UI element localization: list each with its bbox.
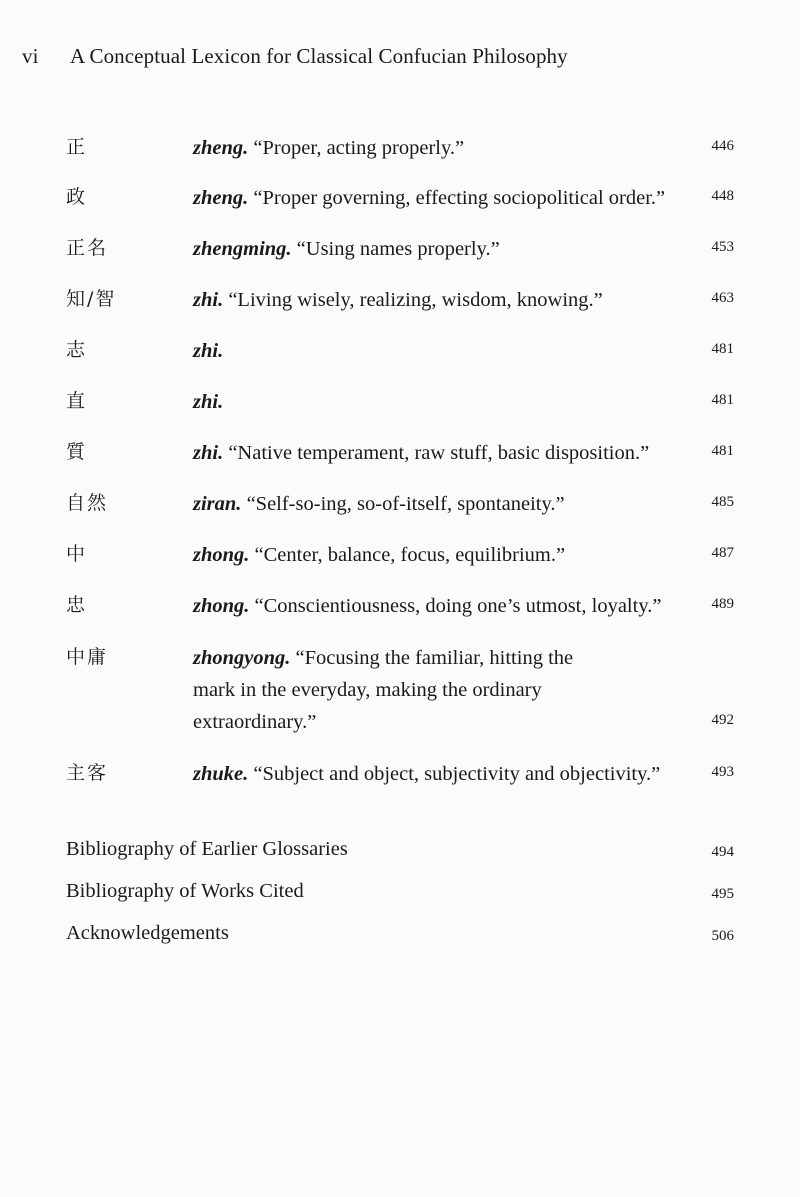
- entry-term: zheng.: [193, 137, 249, 159]
- entry-gloss: “Proper governing, effecting sociopolitical order.”: [248, 187, 666, 209]
- entry-term: zhi.: [193, 391, 224, 413]
- book-title: A Conceptual Lexicon for Classical Confucian Philosophy: [70, 44, 568, 68]
- entry-text: [193, 488, 698, 520]
- entry-page-number: 487: [711, 545, 734, 561]
- entry-term: zhongyong.: [193, 647, 291, 669]
- entry-term: zheng.: [193, 187, 249, 209]
- backmatter-page-number: 494: [711, 844, 734, 860]
- entry-term: ziran.: [193, 493, 242, 515]
- entry-page-number: 493: [711, 764, 734, 780]
- entry-page-number: 481: [711, 341, 734, 357]
- entry-gloss: “Subject and object, subjectivity and objectivity.”: [248, 763, 661, 785]
- entry-text: [193, 284, 698, 316]
- entry-gloss: “Self-so-ing, so-of-itself, spontaneity.”: [241, 493, 565, 515]
- entry-term: zhi.: [193, 289, 224, 311]
- entry-term: zhi.: [193, 340, 224, 362]
- entry-text: [193, 642, 593, 738]
- entry-term: zhong.: [193, 595, 250, 617]
- entry-term: zhuke.: [193, 763, 249, 785]
- entry-gloss: “Living wisely, realizing, wisdom, knowing.”: [223, 289, 603, 311]
- entry-text: [193, 590, 698, 622]
- chinese-characters: 志: [66, 339, 88, 361]
- entry-text: [193, 233, 698, 265]
- entry-page-number: 463: [711, 290, 734, 306]
- entry-text: [193, 182, 698, 214]
- chinese-characters: 忠: [66, 594, 88, 616]
- entry-gloss: “Conscientiousness, doing one’s utmost, loyalty.”: [249, 595, 662, 617]
- running-head: [22, 44, 568, 69]
- backmatter-label: Acknowledgements: [66, 922, 229, 944]
- chinese-characters: 政: [66, 186, 88, 208]
- entry-page-number: 492: [711, 712, 734, 728]
- entry-gloss: “Native temperament, raw stuff, basic disposition.”: [223, 442, 650, 464]
- entry-term: zhengming.: [193, 238, 292, 260]
- entry-page-number: 485: [711, 494, 734, 510]
- entry-text: [193, 539, 698, 571]
- page-folio: vi: [22, 44, 39, 68]
- chinese-characters: 正: [66, 136, 88, 158]
- entry-term: zhi.: [193, 442, 224, 464]
- chinese-characters: 自然: [66, 492, 109, 514]
- entry-text: [193, 758, 698, 790]
- chinese-characters: 主客: [66, 762, 109, 784]
- entry-text: [193, 335, 698, 367]
- backmatter-label: Bibliography of Works Cited: [66, 880, 304, 902]
- entry-page-number: 453: [711, 239, 734, 255]
- backmatter-label: Bibliography of Earlier Glossaries: [66, 838, 348, 860]
- entry-text: [193, 437, 698, 469]
- entry-page-number: 481: [711, 443, 734, 459]
- entry-page-number: 481: [711, 392, 734, 408]
- backmatter-page-number: 495: [711, 886, 734, 902]
- entry-term: zhong.: [193, 544, 250, 566]
- entry-text: [193, 132, 698, 164]
- backmatter-page-number: 506: [711, 928, 734, 944]
- chinese-characters: 知/智: [66, 288, 117, 310]
- chinese-characters: 正名: [66, 237, 109, 259]
- entry-gloss: “Using names properly.”: [291, 238, 500, 260]
- entry-page-number: 489: [711, 596, 734, 612]
- entry-gloss: “Focusing the familiar, hitting the mark in the everyday, making the ordinary extraordinary.”: [193, 647, 574, 733]
- chinese-characters: 中: [66, 543, 88, 565]
- entry-page-number: 446: [711, 138, 734, 154]
- entry-page-number: 448: [711, 188, 734, 204]
- chinese-characters: 中庸: [66, 646, 109, 668]
- entry-gloss: “Proper, acting properly.”: [248, 137, 465, 159]
- entry-text: [193, 386, 698, 418]
- entry-gloss: “Center, balance, focus, equilibrium.”: [249, 544, 566, 566]
- chinese-characters: 直: [66, 390, 88, 412]
- chinese-characters: 質: [66, 441, 88, 463]
